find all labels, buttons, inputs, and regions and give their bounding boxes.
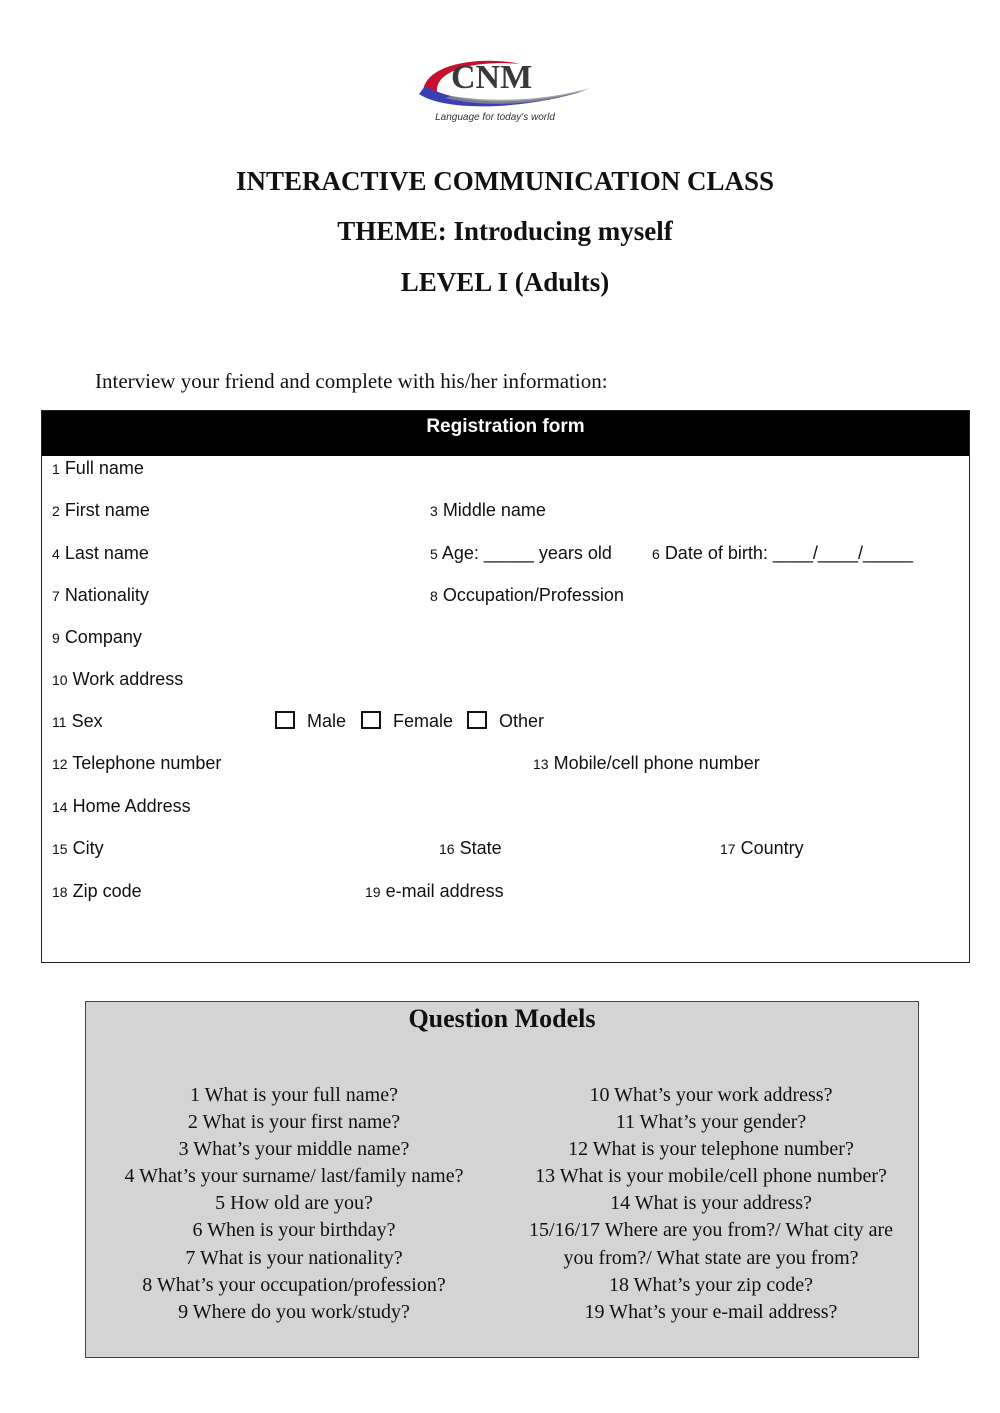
field-label: Company — [64, 627, 142, 647]
question-item: 7 What is your nationality? — [185, 1246, 403, 1269]
field-number: 14 — [52, 799, 68, 815]
field-number: 13 — [533, 756, 549, 772]
question-item: 6 When is your birthday? — [192, 1219, 396, 1242]
field-label: Last name — [64, 543, 149, 563]
field-number: 15 — [52, 841, 68, 857]
instruction-text: Interview your friend and complete with his/her information: — [95, 369, 608, 393]
question-item: 1 What is your full name? — [190, 1084, 398, 1106]
field-occupation[interactable] — [430, 585, 624, 606]
question-item: 2 What is your first name? — [187, 1111, 401, 1134]
field-mobile[interactable] — [533, 753, 760, 774]
field-number: 18 — [52, 884, 68, 900]
checkbox-icon[interactable] — [467, 711, 487, 729]
question-item: 11 What’s your gender? — [615, 1111, 807, 1134]
sex-option-other[interactable] — [467, 711, 544, 732]
logo-brand-text: CNM — [451, 59, 533, 96]
field-number: 16 — [439, 841, 455, 857]
registration-form — [41, 410, 970, 963]
field-label: Home Address — [72, 796, 191, 816]
question-item: 19 What’s your e-mail address? — [584, 1300, 838, 1323]
question-list-left — [86, 1082, 502, 1326]
field-number: 12 — [52, 756, 68, 772]
question-item: 10 What’s your work address? — [589, 1084, 833, 1106]
field-age[interactable] — [430, 543, 612, 564]
field-state[interactable] — [439, 838, 502, 859]
field-number: 3 — [430, 503, 438, 519]
field-home-address[interactable] — [52, 796, 191, 817]
page-title: INTERACTIVE COMMUNICATION CLASS — [235, 166, 775, 196]
field-number: 8 — [430, 588, 438, 604]
logo-tagline: Language for today's world — [435, 112, 555, 123]
sex-option-female[interactable] — [361, 711, 453, 732]
sex-option-label: Other — [499, 711, 545, 731]
cnm-logo-graphic — [415, 52, 595, 114]
field-label: Date of birth: ____/____/_____ — [664, 543, 914, 563]
field-work-address[interactable] — [52, 669, 183, 690]
field-label: Nationality — [64, 585, 149, 605]
field-company[interactable] — [52, 627, 142, 648]
field-label: Mobile/cell phone number — [553, 753, 760, 773]
field-label: Country — [740, 838, 804, 858]
checkbox-icon[interactable] — [361, 711, 381, 729]
field-number: 19 — [365, 884, 381, 900]
field-number: 5 — [430, 546, 438, 562]
form-title: Registration form — [42, 411, 969, 456]
question-item: 8 What’s your occupation/profession? — [142, 1273, 446, 1296]
checkbox-icon[interactable] — [275, 711, 295, 729]
level-heading: LEVEL I (Adults) — [400, 267, 610, 297]
sex-option-label: Male — [307, 711, 347, 731]
field-number: 17 — [720, 841, 736, 857]
field-number: 7 — [52, 588, 60, 604]
field-last-name[interactable] — [52, 543, 149, 564]
question-item: 15/16/17 Where are you from?/ What city are — [528, 1219, 894, 1242]
question-item: 18 What’s your zip code? — [608, 1273, 813, 1296]
question-models-box — [85, 1001, 919, 1358]
question-item: 12 What is your telephone number? — [568, 1138, 854, 1161]
sex-option-label: Female — [393, 711, 454, 731]
question-item: 3 What’s your middle name? — [178, 1138, 410, 1161]
field-number: 11 — [52, 714, 67, 730]
field-nationality[interactable] — [52, 585, 149, 606]
field-number: 6 — [652, 546, 660, 562]
field-label: Middle name — [442, 500, 546, 520]
field-city[interactable] — [52, 838, 104, 859]
field-label: Zip code — [72, 881, 142, 901]
field-full-name[interactable] — [52, 458, 144, 479]
field-number: 2 — [52, 503, 60, 519]
field-email[interactable] — [365, 881, 504, 902]
question-item: 4 What’s your surname/ last/family name? — [124, 1165, 464, 1188]
field-label: City — [72, 838, 104, 858]
field-country[interactable] — [720, 838, 804, 859]
field-number: 1 — [52, 461, 60, 477]
question-list-right — [502, 1082, 920, 1326]
field-number: 10 — [52, 672, 68, 688]
field-number: 9 — [52, 630, 60, 646]
question-models-title: Question Models — [408, 1004, 596, 1033]
question-item: 5 How old are you? — [215, 1192, 373, 1215]
field-label: e-mail address — [385, 881, 504, 901]
field-label: State — [459, 838, 502, 858]
field-label: Age: _____ years old — [441, 543, 612, 563]
cnm-logo — [415, 52, 595, 132]
question-item: 13 What is your mobile/cell phone number? — [535, 1165, 887, 1188]
field-label: First name — [64, 500, 150, 520]
field-zip-code[interactable] — [52, 881, 142, 902]
field-first-name[interactable] — [52, 500, 150, 521]
question-item: 14 What is your address? — [610, 1192, 812, 1215]
field-label: Full name — [64, 458, 144, 478]
field-sex — [52, 711, 103, 732]
field-label: Work address — [72, 669, 184, 689]
field-label: Telephone number — [72, 753, 222, 773]
theme-heading: THEME: Introducing myself — [337, 216, 673, 246]
field-label: Sex — [71, 711, 103, 731]
field-middle-name[interactable] — [430, 500, 546, 521]
question-item: you from?/ What state are you from? — [563, 1246, 859, 1269]
sex-option-male[interactable] — [275, 711, 346, 732]
field-date-of-birth[interactable] — [652, 543, 913, 564]
field-telephone[interactable] — [52, 753, 221, 774]
question-item: 9 Where do you work/study? — [178, 1300, 410, 1323]
field-number: 4 — [52, 546, 60, 562]
field-label: Occupation/Profession — [442, 585, 624, 605]
